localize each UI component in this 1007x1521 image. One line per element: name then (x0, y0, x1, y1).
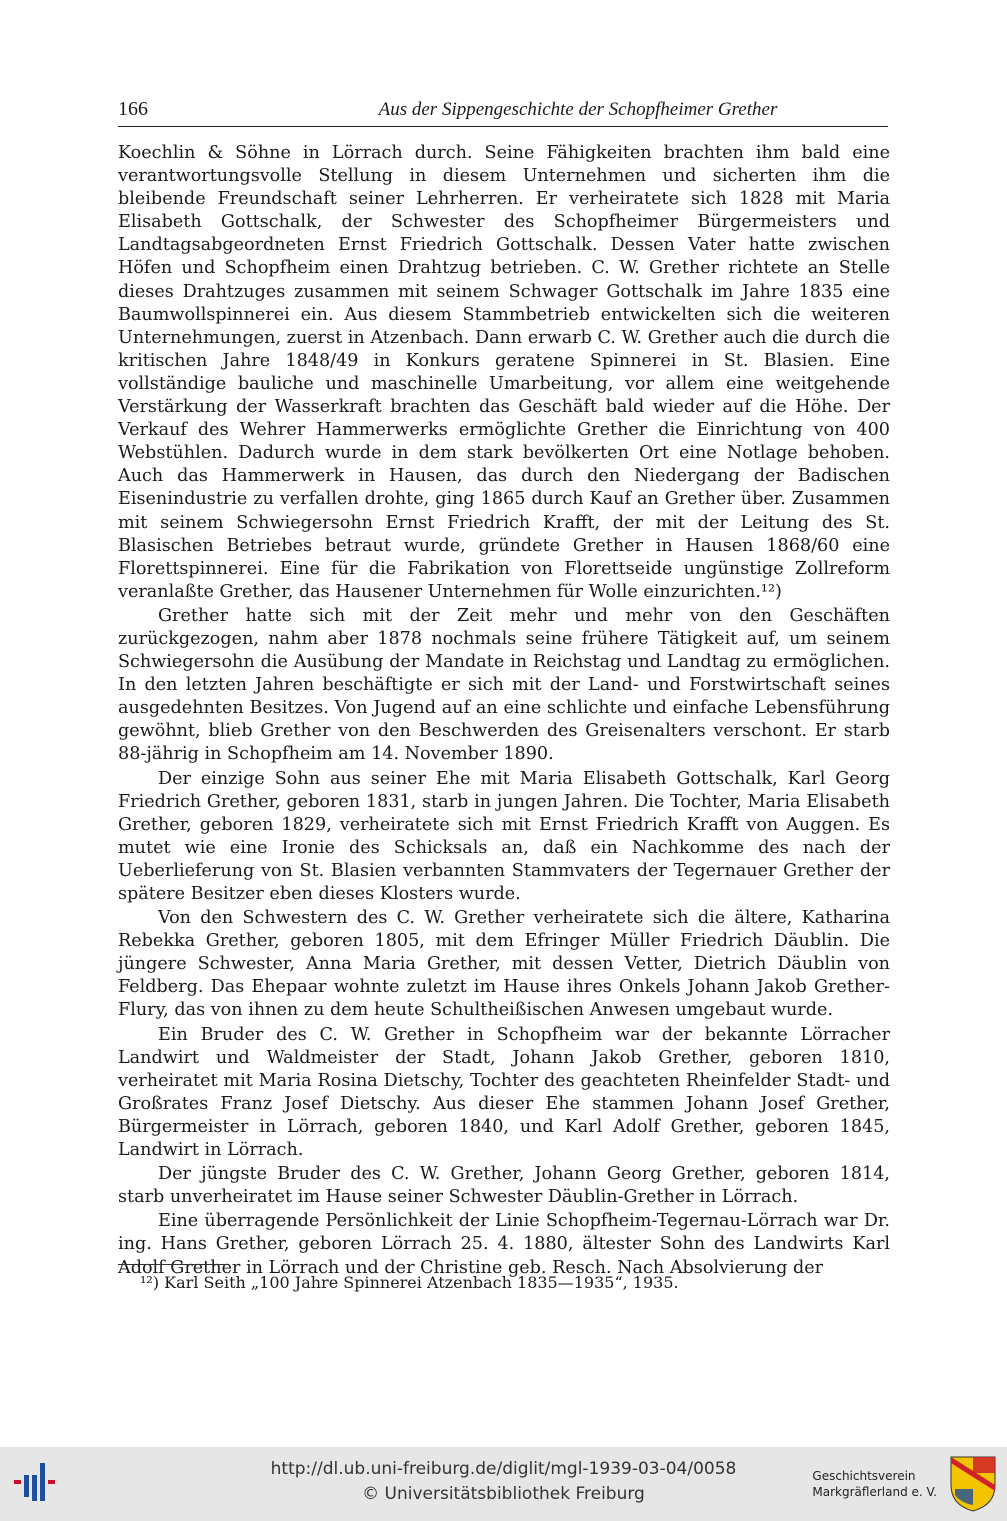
footer-bar (0, 1447, 1007, 1521)
paragraph-5: Ein Bruder des C. W. Grether in Schopfheim war der bekannte Lörracher Landwirt und Waldmeister der Stadt, Johann Jakob Grether, geboren 1810, verheiratet mit Maria Rosina Dietschy, Tochter des geachteten Rheinfelder Stadt- und Großrates Franz Josef Dietschy. Aus dieser Ehe stammen Johann Josef Grether, Bürgermeister in Lörrach, geboren 1840, und Karl Adolf Grether, geboren 1845, Landwirt in Lörrach. (118, 1024, 890, 1161)
footnote-rule (118, 1264, 228, 1265)
page-header (118, 96, 888, 127)
society-name-line2: Markgräflerland e. V. (812, 1485, 937, 1499)
coat-of-arms-icon[interactable] (949, 1455, 997, 1513)
paragraph-7: Eine überragende Persönlichkeit der Linie Schopfheim-Tegernau-Lörrach war Dr. ing. Hans Grether, geboren Lörrach 25. 4. 1880, ältester Sohn des Landwirts Karl Adolf Grether in Lörrach und der Christine geb. Resch. Nach Absolvierung der (118, 1211, 890, 1278)
paragraph-6: Der jüngste Bruder des C. W. Grether, Johann Georg Grether, geboren 1814, starb unverheiratet im Hause seiner Schwester Däublin-Grether in Lörrach. (118, 1164, 890, 1208)
footnote (140, 1272, 880, 1294)
footnote-text: Karl Seith „100 Jahre Spinnerei Atzenbach 1835—1935“, 1935. (164, 1273, 679, 1292)
society-name[interactable] (812, 1468, 937, 1500)
paragraph-2: Grether hatte sich mit der Zeit mehr und mehr von den Geschäften zurückgezogen, nahm aber 1878 nochmals seine frühere Tätigkeit auf, um seinem Schwiegersohn die Ausübung der Mandate in Reichstag und Landtag zu ermöglichen. In den letzten Jahren beschäftigte er sich mit der Land- und Forstwirtschaft seines ausgedehnten Besitzes. Von Jugend auf an eine schlichte und einfache Lebensführung gewöhnt, blieb Grether von den Beschwerden des Greisenalters verschont. Er starb 88-jährig in Schopfheim am 14. November 1890. (118, 605, 890, 765)
society-name-line1: Geschichtsverein (812, 1469, 916, 1483)
page-number: 166 (118, 98, 148, 120)
paragraph-1: Koechlin & Söhne in Lörrach durch. Seine Fähigkeiten brachten ihm bald eine verantwortungsvolle Stellung in diesem Unternehmen und sicherten ihm die bleibende Freundschaft seiner Lehrherren. Er verheiratete sich 1828 mit Maria Elisabeth Gottschalk, der Schwester des Schopfheimer Bürgermeisters und Landtagsabgeordneten Ernst Friedrich Gottschalk. Dessen Vater hatte zwischen Höfen und Schopfheim einen Drahtzug betrieben. C. W. Grether richtete an Stelle dieses Drahtzuges zusammen mit seinem Schwager Gottschalk im Jahre 1835 eine Baumwollspinnerei ein. Aus diesem Stammbetrieb entwickelten sich die weiteren Unternehmungen, zuerst in Atzenbach. Dann erwarb C. W. Grether auch die durch die kritischen Jahre 1848/49 in Konkurs geratene Spinnerei in St. Blasien. Eine vollständige bauliche und maschinelle Umarbeitung, vor allem eine weitgehende Verstärkung der Wasserkraft brachten das Geschäft bald wieder auf die Höhe. Der Verkauf des Wehrer Hammerwerks ermöglichte Grether die Einrichtung von 400 Webstühlen. Dadurch wurde in dem stark bevölkerten Ort eine Notlage behoben. Auch das Hammerwerk in Hausen, das durch den Niedergang der Badischen Eisenindustrie zu verfallen drohte, ging 1865 durch Kauf an Grether über. Zusammen mit seinem Schwiegersohn Ernst Friedrich Krafft, der mit der Leitung des St. Blasischen Betriebes betraut wurde, gründete Grether in Hausen 1868/60 eine Florettspinnerei. Eine für die Fabrikation von Florettseide ungünstige Zollreform veranlaßte Grether, das Hausener Unternehmen für Wolle einzurichten.¹²) (118, 143, 890, 602)
body-text (118, 142, 890, 1280)
paragraph-3: Der einzige Sohn aus seiner Ehe mit Maria Elisabeth Gottschalk, Karl Georg Friedrich Grether, geboren 1831, starb in jungen Jahren. Die Tochter, Maria Elisabeth Grether, geboren 1829, verheiratete sich mit Ernst Friedrich Krafft von Auggen. Es mutet wie eine Ironie des Schicksals an, daß ein Nachkomme des nach der Ueberlieferung von St. Blasien verbannten Stammvaters der Tegernauer Grether der spätere Besitzer eben dieses Klosters wurde. (118, 768, 890, 904)
source-url-link[interactable]: http://dl.ub.uni-freiburg.de/diglit/mgl-1939-03-04/0058 (270, 1459, 737, 1479)
footnote-marker: ¹²) (140, 1273, 160, 1292)
paragraph-4: Von den Schwestern des C. W. Grether verheiratete sich die ältere, Katharina Rebekka Grether, geboren 1805, mit dem Efringer Müller Friedrich Däublin. Die jüngere Schwester, Anna Maria Grether, mit dessen Vetter, Dietrich Däublin von Feldberg. Das Ehepaar wohnte zuletzt im Hause ihres Onkels Johann Jakob Grether-Flury, das von ihnen zu dem heute Schultheißischen Anwesen umgebaut wurde. (118, 908, 890, 1021)
running-title: Aus der Sippengeschichte der Schopfheimer Grether (378, 99, 778, 120)
copyright-notice: © Universitätsbibliothek Freiburg (362, 1484, 645, 1504)
